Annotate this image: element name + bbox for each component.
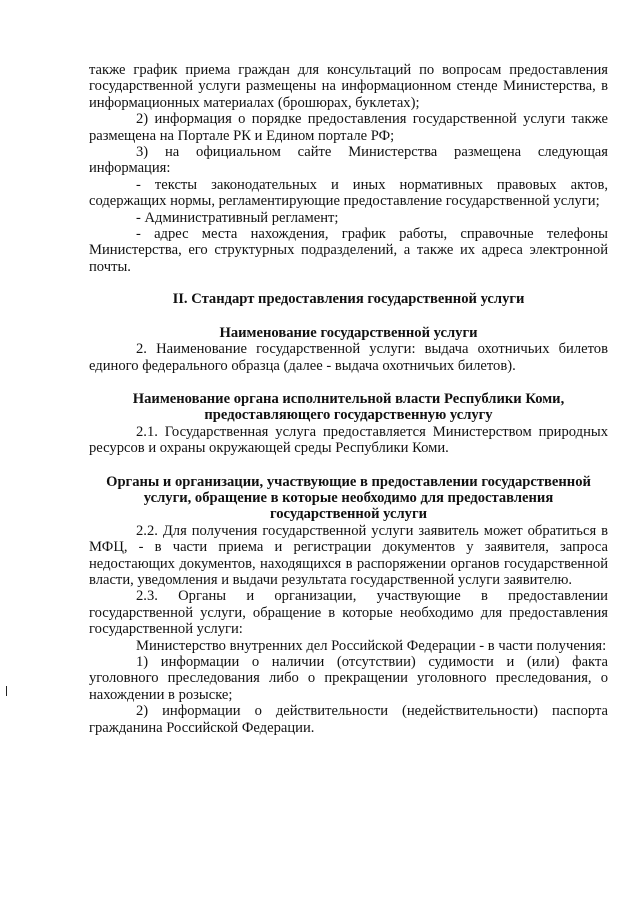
paragraph: - адрес места нахождения, график работы, справочные телефоны Министерства, его структурных подразделений, а также их адреса электронной почты.: [89, 226, 608, 275]
subsection-heading: Органы и организации, участвующие в предоставлении государственной: [106, 473, 591, 490]
paragraph: 2.1. Государственная услуга предоставляется Министерством природных ресурсов и охраны окружающей среды Республики Коми.: [89, 423, 608, 457]
subsection-heading: государственной услуги: [269, 506, 428, 523]
subsection-heading: предоставляющего государственную услугу: [204, 407, 493, 424]
subsection-heading: услуги, обращение в которые необходимо для предоставления: [143, 489, 554, 506]
paragraph: 2.3. Органы и организации, участвующие в предоставлении государственной услуги, обращение в которые необходимо для предоставления государственной услуги:: [89, 588, 608, 638]
paragraph: также график приема граждан для консультаций по вопросам предоставления государственной услуги размещены на информационном стенде Министерства, в информационных материалах (брошюрах, буклетах);: [89, 62, 608, 111]
paragraph: 2. Наименование государственной услуги: выдача охотничьих билетов единого федерального образца (далее - выдача охотничьих билетов).: [89, 341, 608, 374]
subsection-heading: Наименование государственной услуги: [219, 324, 478, 341]
paragraph: - Административный регламент;: [136, 209, 339, 226]
paragraph: 3) на официальном сайте Министерства размещена следующая информация:: [89, 144, 608, 177]
document-page: [89, 62, 608, 736]
list-item: 1) информации о наличии (отсутствии) судимости и (или) факта уголовного преследования либо о прекращении уголовного преследования, о нахождении в розыске;: [89, 654, 608, 703]
paragraph: - тексты законодательных и иных нормативных правовых актов, содержащих нормы, регламентирующие предоставление государственной услуги;: [89, 176, 608, 210]
scan-margin-mark: [6, 686, 7, 696]
list-item: 2) информации о действительности (недействительности) паспорта гражданина Российской Федерации.: [89, 703, 608, 736]
paragraph: 2.2. Для получения государственной услуги заявитель может обратиться в МФЦ, - в части приема и регистрации документов у заявителя, запроса недостающих документов, находящихся в распоряжении органов государственной власти, уведомления и выдачи результата государственной услуги заявителю.: [89, 522, 608, 588]
paragraph: Министерство внутренних дел Российской Федерации - в части получения:: [136, 637, 607, 654]
subsection-heading: Наименование органа исполнительной власти Республики Коми,: [132, 390, 565, 407]
paragraph: 2) информация о порядке предоставления государственной услуги также размещена на Портале РК и Едином портале РФ;: [89, 111, 608, 144]
section-title: II. Стандарт предоставления государственной услуги: [172, 291, 525, 308]
